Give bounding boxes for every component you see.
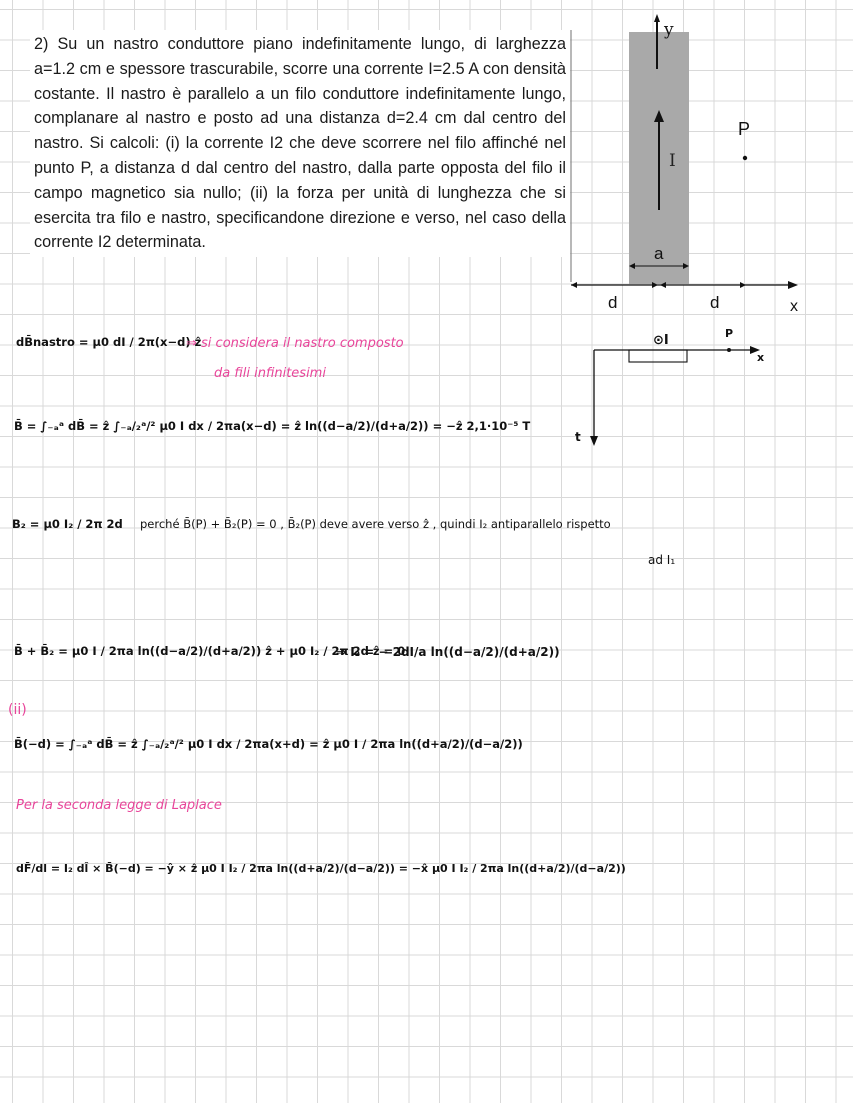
note-line-2: B̄ = ∫₋ₐᵃ dB̄ = ẑ ∫₋ₐ/₂ᵃ/² μ0 I dx / 2πa(x−d) = ẑ ln((d−a/2)/(d+a/2)) = −ẑ 2,1·10⁻⁵ T (14, 419, 531, 433)
dist-right-label: d (710, 293, 720, 312)
note-part-ii: (ii) (8, 702, 27, 718)
x-axis-arrowhead (788, 281, 798, 289)
y-axis-label: y (664, 20, 674, 40)
diagram-ribbon (629, 350, 687, 362)
width-label: a (654, 244, 664, 263)
note-comment-1a: ⇒ si considera il nastro composto (186, 336, 404, 351)
note-line-3c: ad I₁ (648, 553, 676, 567)
dist-left-label: d (608, 293, 618, 312)
point-p-dot (743, 156, 747, 160)
note-comment-2: Per la seconda legge di Laplace (16, 798, 222, 813)
note-line-3b: perché B̄(P) + B̄₂(P) = 0 , B̄₂(P) deve avere verso ẑ , quindi I₂ antiparallelo rispetto (140, 517, 611, 531)
note-line-1: dB̄nastro = μ0 dI / 2π(x−d) ẑ (16, 335, 202, 349)
note-comment-1b: da fili infinitesimi (214, 366, 326, 381)
note-line-5: B̄(−d) = ∫₋ₐᵃ dB̄ = ẑ ∫₋ₐ/₂ᵃ/² μ0 I dx / 2πa(x+d) = ẑ μ0 I / 2πa ln((d+a/2)/(d−a/2)) (14, 737, 523, 751)
diagram-current-label: ⊙I (653, 333, 669, 348)
diagram-point-p (727, 348, 731, 352)
current-label: I (669, 151, 676, 171)
point-p-label: P (738, 119, 751, 139)
handwritten-diagram (586, 326, 786, 448)
problem-figure (568, 14, 828, 314)
figure-svg (568, 14, 828, 314)
y-axis-arrowhead (654, 14, 660, 22)
note-line-6: dF̄/dl = I₂ dl̂ × B̄(−d) = −ŷ × ẑ μ0 I I₂ / 2πa ln((d+a/2)/(d−a/2)) = −x̂ μ0 I I₂ / 2πa ln((d+a/2)/(d−a/2)) (16, 862, 626, 875)
note-line-3a: B₂ = μ0 I₂ / 2π 2d (12, 517, 123, 531)
x-axis-label: x (790, 298, 798, 314)
diagram-point-label: P (725, 327, 734, 340)
diagram-t-label: t (575, 430, 581, 444)
diagram-x-label: x (757, 351, 765, 364)
note-line-4a: B̄ + B̄₂ = μ0 I / 2πa ln((d−a/2)/(d+a/2)) ẑ + μ0 I₂ / 2π 2d ẑ = 0 (14, 644, 406, 658)
problem-statement: 2) Su un nastro conduttore piano indefinitamente lungo, di larghezza a=1.2 cm e spessore trascurabile, scorre una corrente I=2.5 A con densità costante. Il nastro è parallelo a un filo conduttore indefinitamente lungo, complanare al nastro e posto ad una distanza d=2.4 cm dal centro del nastro. Si calcoli: (i) la corrente I2 che deve scorrere nel filo affinché nel punto P, a distanza d dal centro del nastro, dalla parte opposta del filo il campo magnetico sia nullo; (ii) la forza per unità di lunghezza che si esercita tra filo e nastro, specificandone direzione e verso, nel caso della corrente I2 determinata. (30, 30, 570, 257)
note-line-4b: ⇒ I₂ = − 2dI/a ln((d−a/2)/(d+a/2)) (336, 645, 560, 659)
